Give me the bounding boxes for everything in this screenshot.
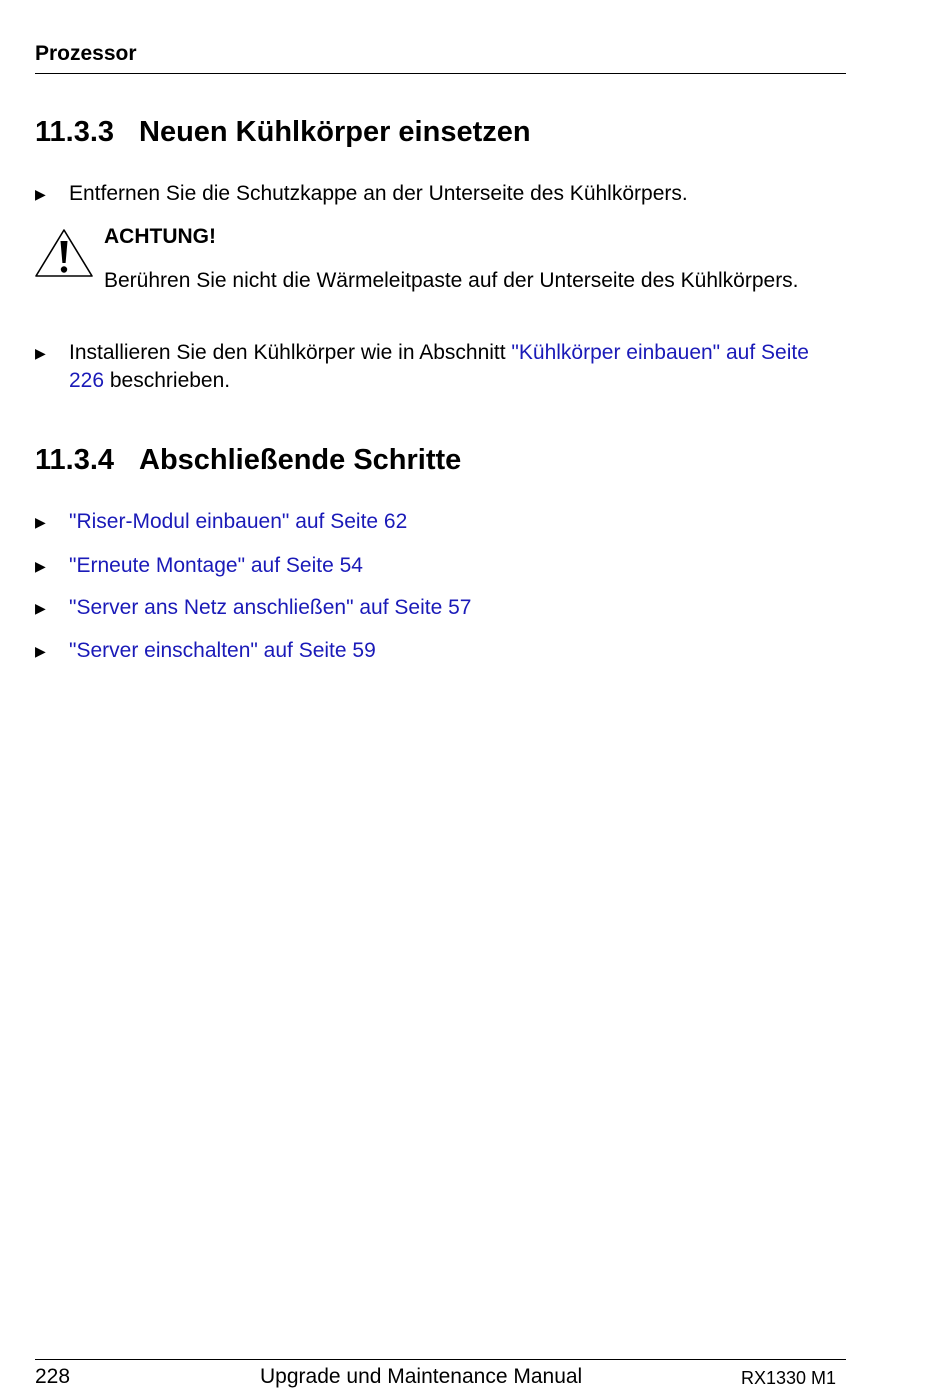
footer-rule <box>35 1359 846 1360</box>
link-server-ans-netz[interactable]: "Server ans Netz anschließen" auf Seite 57 <box>69 596 472 619</box>
link-kuehlkoerper-einbauen[interactable]: "Kühlkörper einbauen" auf Seite 226 <box>69 341 809 392</box>
list-item <box>35 637 847 665</box>
step-text-prefix: Installieren Sie den Kühlkörper wie in Abschnitt <box>69 341 512 364</box>
manual-title: Upgrade und Maintenance Manual <box>260 1365 583 1388</box>
running-head-title: Prozessor <box>35 42 137 65</box>
section-title: Neuen Kühlkörper einsetzen <box>139 116 531 148</box>
step-text: Entfernen Sie die Schutzkappe an der Unterseite des Kühlkörpers. <box>69 182 688 205</box>
list-item <box>35 508 847 536</box>
section-heading-11-3-3 <box>35 116 531 149</box>
model-name: RX1330 M1 <box>741 1368 837 1388</box>
step-text <box>69 339 847 395</box>
warning-title: ACHTUNG! <box>104 225 216 248</box>
link-server-einschalten[interactable]: "Server einschalten" auf Seite 59 <box>69 639 376 662</box>
triangle-bullet-icon: ▶ <box>35 345 46 361</box>
section-title: Abschließende Schritte <box>139 444 462 476</box>
step-remove-cap <box>35 180 847 208</box>
section-heading-11-3-4 <box>35 444 461 477</box>
step-install-heatsink <box>35 339 847 395</box>
section-number: 11.3.4 <box>35 444 115 476</box>
triangle-bullet-icon: ▶ <box>35 186 46 202</box>
link-erneute-montage[interactable]: "Erneute Montage" auf Seite 54 <box>69 554 363 577</box>
link-riser-modul-einbauen[interactable]: "Riser-Modul einbauen" auf Seite 62 <box>69 510 408 533</box>
warning-body: Berühren Sie nicht die Wärmeleitpaste auf der Unterseite des Kühlkörpers. <box>104 269 799 292</box>
triangle-bullet-icon: ▶ <box>35 600 46 616</box>
page-number: 228 <box>35 1365 71 1388</box>
triangle-bullet-icon: ▶ <box>35 558 46 574</box>
header-rule <box>35 73 846 74</box>
warning-triangle-icon <box>33 227 95 279</box>
list-item <box>35 594 847 622</box>
triangle-bullet-icon: ▶ <box>35 643 46 659</box>
section-number: 11.3.3 <box>35 116 115 148</box>
list-item <box>35 552 847 580</box>
step-text-suffix: beschrieben. <box>104 369 231 392</box>
triangle-bullet-icon: ▶ <box>35 514 46 530</box>
